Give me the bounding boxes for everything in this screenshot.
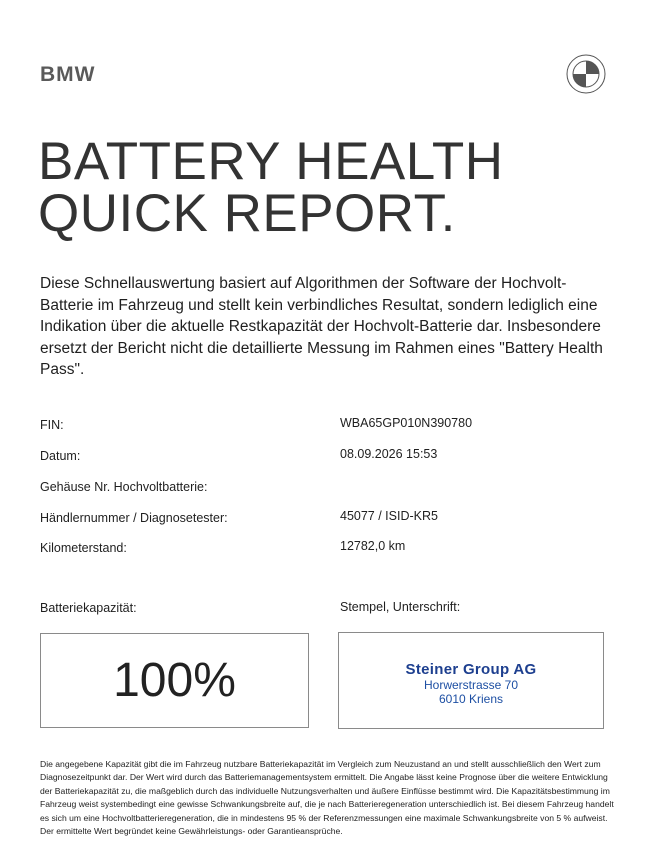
fin-value: WBA65GP010N390780 [340, 416, 473, 430]
stamp-city: 6010 Kriens [438, 692, 504, 706]
title-line-1: BATTERY HEALTH [38, 132, 504, 191]
capacity-value: 100% [113, 654, 236, 707]
disclaimer-text: Die angegebene Kapazität gibt die im Fahrzeug nutzbare Batteriekapazität im Vergleich zum Neuzustand an und stellt ausschließlich den Wert zum Diagnosezeitpunkt dar. Der Wert wird durch das Batteriemanagementsystem ermittelt. Die Angabe lässt keine Prognose über die weitere Entwicklung der Batteriekapazität zu, die maßgeblich durch das individuelle Nutzungsverhalten und äußere Einflüsse bestimmt wird. Die Kapazitätsbestimmung im Fahrzeug weist systembedingt eine gewisse Schwankungsbreite auf, die je nach Batterieregeneration unterschiedlich ist. Bei diesem Fahrzeug handelt es sich um eine Hochvoltbatterieregeneration, die in mindestens 95 % der Referenzmessungen eine maximale Schwankungsbreite von 5 % aufweist. Der ermittelte Wert begründet keine Gewährleistungs- oder Garantieansprüche. [40, 759, 614, 837]
stamp-box [338, 632, 604, 729]
stamp-street: Horwerstrasse 70 [423, 678, 519, 692]
stamp-company: Steiner Group AG [405, 661, 537, 678]
mileage-value: 12782,0 km [340, 539, 406, 553]
report-title [38, 132, 504, 243]
dealer-label: Händlernummer / Diagnosetester: [40, 511, 228, 525]
bmw-roundel-logo [566, 54, 606, 94]
title-line-2: QUICK REPORT. [38, 184, 456, 243]
dealer-stamp [339, 661, 603, 706]
date-value: 08.09.2026 15:53 [340, 447, 438, 461]
dealer-value: 45077 / ISID-KR5 [340, 509, 438, 523]
intro-paragraph: Diese Schnellauswertung basiert auf Algorithmen der Software der Hochvolt-Batterie im Fahrzeug und stellt kein verbindliches Resultat, sondern lediglich eine Indikation über die aktuelle Restkapazität der Hochvolt-Batterie dar. Insbesondere ersetzt der Bericht nicht die detaillierte Messung im Rahmen eines "Battery Health Pass". [40, 275, 603, 378]
fin-label: FIN: [40, 418, 64, 432]
capacity-label: Batteriekapazität: [40, 601, 137, 615]
date-label: Datum: [40, 449, 81, 463]
capacity-box [40, 633, 309, 728]
housing-number-label: Gehäuse Nr. Hochvoltbatterie: [40, 480, 208, 494]
stamp-label: Stempel, Unterschrift: [340, 600, 461, 614]
mileage-label: Kilometerstand: [40, 541, 127, 555]
brand-wordmark: BMW [40, 63, 96, 86]
